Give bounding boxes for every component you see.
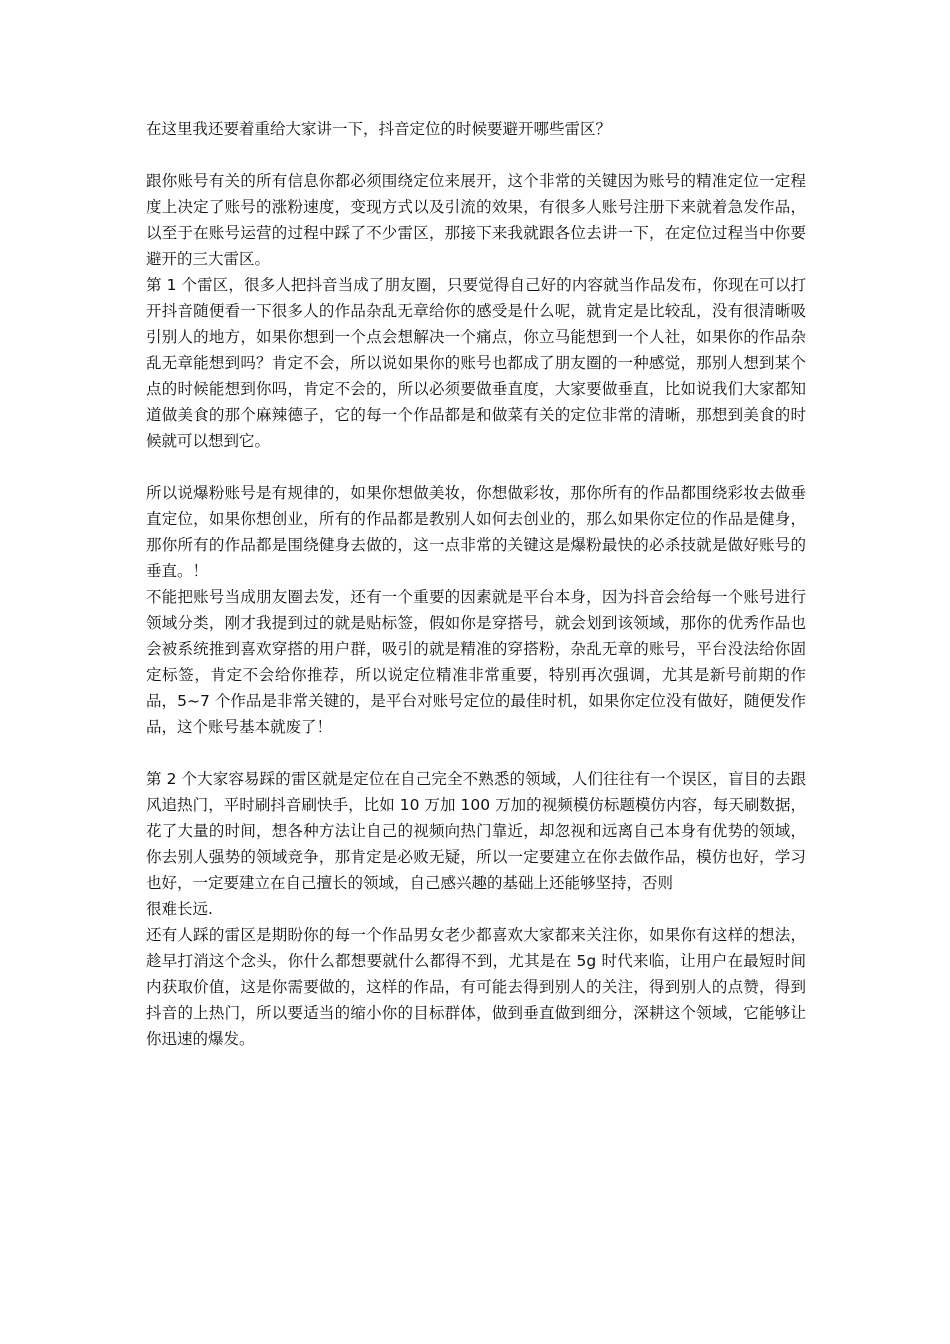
paragraph-overview: 跟你账号有关的所有信息你都必须围绕定位来展开，这个非常的关键因为账号的精准定位一定程度上决定了账号的涨粉速度，变现方式以及引流的效果，有很多人账号注册下来就着急发作品，以至于在账号运营的过程中踩了不少雷区，那接下来我就跟各位去讲一下，在定位过程当中你要避开的三大雷区。: [146, 172, 806, 268]
intro-question: 在这里我还要着重给大家讲一下，抖音定位的时候要避开哪些雷区？: [146, 120, 612, 138]
document-body: [146, 116, 806, 1052]
paragraph-pitfall-3: 还有人踩的雷区是期盼你的每一个作品男女老少都喜欢大家都来关注你，如果你有这样的想法，趁早打消这个念头，你什么都想要就什么都得不到，尤其是在 5g 时代来临，让用户在最短时间内获取价值，这是你需要做的，这样的作品，有可能去得到别人的关注，得到别人的点赞，得到抖音的上热门，所以要适当的缩小你的目标群体，做到垂直做到细分，深耕这个领域，它能够让你迅速的爆发。: [146, 926, 806, 1048]
paragraph-pitfall-2-end: 很难长远.: [146, 900, 213, 918]
paragraph-pitfall-2: 第 2 个大家容易踩的雷区就是定位在自己完全不熟悉的领域，人们往往有一个误区，盲目的去跟风追热门，平时刷抖音刷快手，比如 10 万加 100 万加的视频模仿标题模仿内容，每天刷数据，花了大量的时间，想各种方法让自己的视频向热门靠近，却忽视和远离自己本身有优势的领域，你去别人强势的领域竞争，那肯定是必败无疑，所以一定要建立在你去做作品，模仿也好，学习也好，一定要建立在自己擅长的领域，自己感兴趣的基础上还能够坚持，否则: [146, 770, 806, 892]
blank-line: [146, 454, 806, 480]
paragraph-pitfall-1: 第 1 个雷区，很多人把抖音当成了朋友圈，只要觉得自己好的内容就当作品发布，你现在可以打开抖音随便看一下很多人的作品杂乱无章给你的感受是什么呢，就肯定是比较乱，没有很清晰吸引别人的地方，如果你想到一个点会想解决一个痛点，你立马能想到一个人社，如果你的作品杂乱无章能想到吗？肯定不会，所以说如果你的账号也都成了朋友圈的一种感觉，那别人想到某个点的时候能想到你吗，肯定不会的，所以必须要做垂直度，大家要做垂直，比如说我们大家都知道做美食的那个麻辣德子，它的每一个作品都是和做菜有关的定位非常的清晰，那想到美食的时候就可以想到它。: [146, 276, 806, 450]
blank-line: [146, 142, 806, 168]
paragraph-platform-tags: 不能把账号当成朋友圈去发，还有一个重要的因素就是平台本身，因为抖音会给每一个账号进行领域分类，刚才我提到过的就是贴标签，假如你是穿搭号，就会划到该领域，那你的优秀作品也会被系统推到喜欢穿搭的用户群，吸引的就是精准的穿搭粉，杂乱无章的账号，平台没法给你固定标签，肯定不会给你推荐，所以说定位精准非常重要，特别再次强调，尤其是新号前期的作品，5~7 个作品是非常关键的，是平台对账号定位的最佳时机，如果你定位没有做好，随便发作品，这个账号基本就废了！: [146, 588, 806, 736]
blank-line: [146, 740, 806, 766]
paragraph-vertical-positioning: 所以说爆粉账号是有规律的，如果你想做美妆，你想做彩妆，那你所有的作品都围绕彩妆去做垂直定位，如果你想创业，所有的作品都是教别人如何去创业的，那么如果你定位的作品是健身，那你所有的作品都是围绕健身去做的，这一点非常的关键这是爆粉最快的必杀技就是做好账号的垂直。！: [146, 484, 806, 580]
